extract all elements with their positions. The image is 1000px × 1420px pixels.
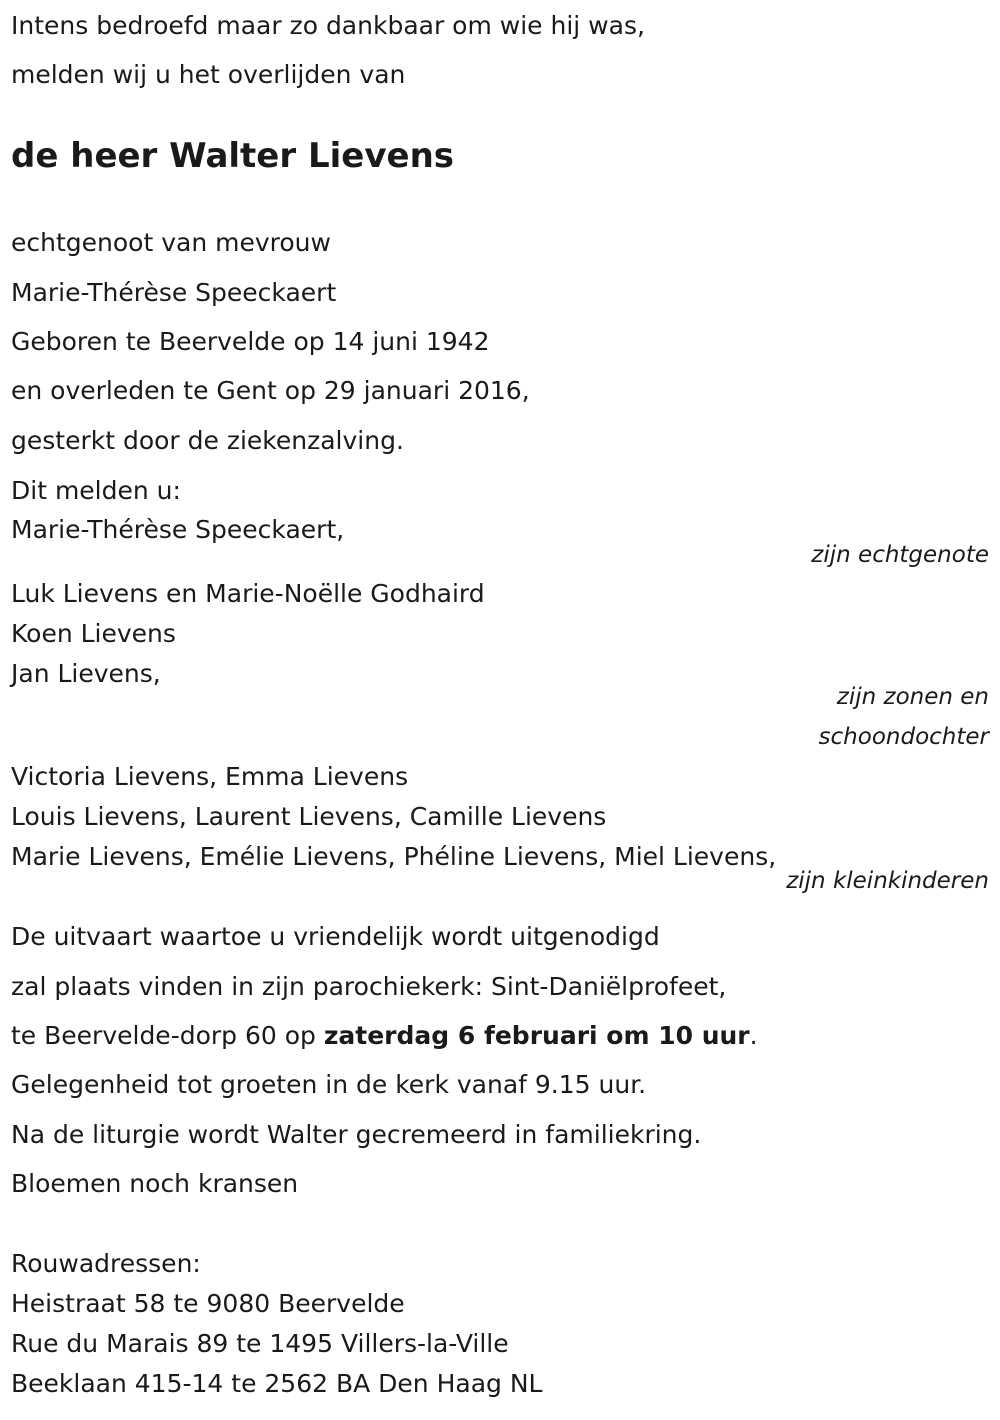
announced-by: Dit melden u: [11,476,181,505]
funeral-line-3 [11,1021,758,1051]
detail-birth: Geboren te Beervelde op 14 juni 1942 [11,327,490,356]
funeral-flowers-note: Bloemen noch kransen [11,1169,299,1198]
address-3: Beeklaan 415-14 te 2562 BA Den Haag NL [11,1369,543,1398]
grandchildren-role: zijn kleinkinderen [786,868,989,894]
address-2: Rue du Marais 89 te 1495 Villers-la-Ville [11,1329,509,1358]
sons-role-line-2: schoondochter [818,724,989,750]
son-1: Luk Lievens en Marie-Noëlle Godhaird [11,579,485,608]
sons-role-line-1: zijn zonen en [836,684,989,710]
funeral-line-3-end: . [749,1021,758,1050]
funeral-line-1: De uitvaart waartoe u vriendelijk wordt uitgenodigd [11,922,660,951]
funeral-cremation: Na de liturgie wordt Walter gecremeerd in familiekring. [11,1120,702,1149]
deceased-name: de heer Walter Lievens [11,136,455,176]
detail-death: en overleden te Gent op 29 januari 2016, [11,376,530,405]
address-1: Heistraat 58 te 9080 Beervelde [11,1289,405,1318]
detail-spouse-name: Marie-Thérèse Speeckaert [11,278,337,307]
grandchildren-line-3: Marie Lievens, Emélie Lievens, Phéline Lievens, Miel Lievens, [11,842,777,871]
funeral-line-2: zal plaats vinden in zijn parochiekerk: Sint-Daniëlprofeet, [11,972,727,1001]
spouse-name: Marie-Thérèse Speeckaert, [11,515,345,544]
addresses-heading: Rouwadressen: [11,1249,201,1278]
son-2: Koen Lievens [11,619,176,648]
detail-sacrament: gesterkt door de ziekenzalving. [11,426,404,455]
funeral-location: te Beervelde-dorp 60 op [11,1021,324,1050]
funeral-datetime: zaterdag 6 februari om 10 uur [323,1021,750,1050]
spouse-role: zijn echtgenote [811,542,989,568]
son-3: Jan Lievens, [11,659,161,688]
grandchildren-line-2: Louis Lievens, Laurent Lievens, Camille Lievens [11,802,607,831]
grandchildren-line-1: Victoria Lievens, Emma Lievens [11,762,409,791]
intro-line-1: Intens bedroefd maar zo dankbaar om wie hij was, [11,11,645,40]
funeral-viewing: Gelegenheid tot groeten in de kerk vanaf 9.15 uur. [11,1070,647,1099]
intro-line-2: melden wij u het overlijden van [11,60,406,89]
detail-spouse-intro: echtgenoot van mevrouw [11,228,331,257]
